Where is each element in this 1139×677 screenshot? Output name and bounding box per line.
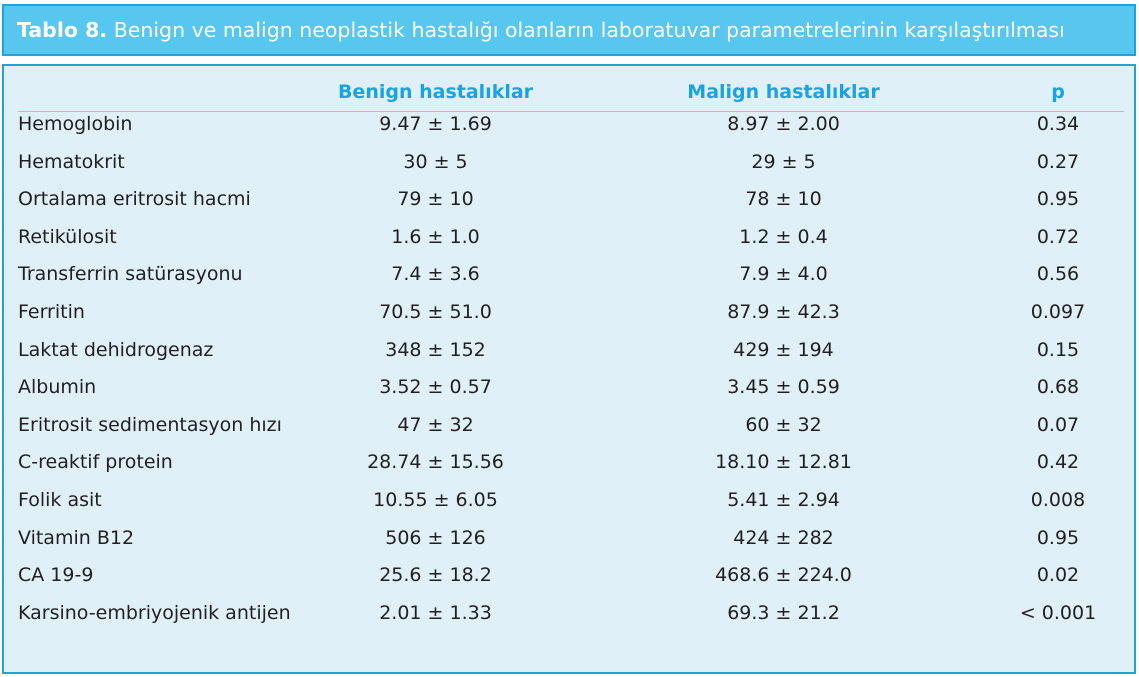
benign-value: 30 ± 5 <box>403 150 468 173</box>
table-panel <box>2 64 1136 674</box>
benign-value: 1.6 ± 1.0 <box>391 225 480 248</box>
benign-value: 70.5 ± 51.0 <box>379 301 492 323</box>
p-value: 0.097 <box>1030 301 1086 323</box>
row-label: Transferrin satürasyonu <box>18 263 243 286</box>
row-label: Ortalama eritrosit hacmi <box>18 188 251 211</box>
malign-value: 5.41 ± 2.94 <box>727 489 840 511</box>
row-label: Ferritin <box>18 301 85 323</box>
table-number: Tablo 8. <box>17 18 108 42</box>
p-value: 0.15 <box>1036 338 1080 361</box>
p-value: 0.68 <box>1036 376 1080 399</box>
row-label: Retikülosit <box>18 225 117 248</box>
malign-value: 87.9 ± 42.3 <box>727 301 840 323</box>
benign-value: 2.01 ± 1.33 <box>379 601 492 624</box>
p-value: 0.42 <box>1036 451 1080 474</box>
malign-value: 3.45 ± 0.59 <box>727 376 840 399</box>
table-title <box>2 4 1136 56</box>
benign-value: 9.47 ± 1.69 <box>379 113 492 135</box>
malign-value: 29 ± 5 <box>751 150 816 173</box>
malign-value: 468.6 ± 224.0 <box>715 564 852 587</box>
header-p: p <box>1051 81 1065 103</box>
table-row <box>18 106 1124 144</box>
table-row <box>18 444 1124 482</box>
benign-value: 348 ± 152 <box>385 338 486 361</box>
p-value: 0.95 <box>1036 188 1080 211</box>
row-label: Eritrosit sedimentasyon hızı <box>18 413 282 436</box>
p-value: 0.72 <box>1036 225 1080 248</box>
table-row <box>18 219 1124 257</box>
malign-value: 78 ± 10 <box>745 188 822 211</box>
malign-value: 8.97 ± 2.00 <box>727 113 840 135</box>
table-row <box>18 482 1124 520</box>
malign-value: 1.2 ± 0.4 <box>739 225 828 248</box>
p-value: 0.56 <box>1036 263 1080 286</box>
p-value: 0.27 <box>1036 150 1080 173</box>
malign-value: 7.9 ± 4.0 <box>739 263 828 286</box>
benign-value: 506 ± 126 <box>385 526 486 549</box>
p-value: < 0.001 <box>1019 601 1097 624</box>
header-malign: Malign hastalıklar <box>687 81 880 103</box>
malign-value: 429 ± 194 <box>733 338 834 361</box>
table-row <box>18 557 1124 595</box>
benign-value: 47 ± 32 <box>397 413 474 436</box>
benign-value: 28.74 ± 15.56 <box>367 451 504 474</box>
row-label: Hemoglobin <box>18 113 133 135</box>
benign-value: 10.55 ± 6.05 <box>373 489 498 511</box>
table-row <box>18 144 1124 182</box>
malign-value: 424 ± 282 <box>733 526 834 549</box>
p-value: 0.34 <box>1036 113 1080 135</box>
row-label: Laktat dehidrogenaz <box>18 338 214 361</box>
malign-value: 69.3 ± 21.2 <box>727 601 840 624</box>
malign-value: 18.10 ± 12.81 <box>715 451 852 474</box>
benign-value: 3.52 ± 0.57 <box>379 376 492 399</box>
table-row <box>18 369 1124 407</box>
benign-value: 25.6 ± 18.2 <box>379 564 492 587</box>
row-label: Hematokrit <box>18 150 125 173</box>
table-caption: Benign ve malign neoplastik hastalığı olanların laboratuvar parametrelerinin karşılaştırılması <box>113 18 1065 42</box>
header-benign: Benign hastalıklar <box>337 81 534 103</box>
benign-value: 7.4 ± 3.6 <box>391 263 480 286</box>
table-row <box>18 256 1124 294</box>
row-label: Vitamin B12 <box>18 526 135 549</box>
p-value: 0.95 <box>1036 526 1080 549</box>
table-row <box>18 332 1124 370</box>
row-label: C-reaktif protein <box>18 451 173 474</box>
table-row <box>18 520 1124 558</box>
p-value: 0.008 <box>1030 489 1086 511</box>
table-row <box>18 595 1124 633</box>
table-row <box>18 181 1124 219</box>
row-label: CA 19-9 <box>18 564 94 587</box>
table-row <box>18 407 1124 445</box>
row-label: Albumin <box>18 376 97 399</box>
p-value: 0.07 <box>1036 413 1080 436</box>
row-label: Karsino-embriyojenik antijen <box>18 601 291 624</box>
row-label: Folik asit <box>18 489 102 511</box>
benign-value: 79 ± 10 <box>397 188 474 211</box>
malign-value: 60 ± 32 <box>745 413 822 436</box>
p-value: 0.02 <box>1036 564 1080 587</box>
table-row <box>18 294 1124 332</box>
